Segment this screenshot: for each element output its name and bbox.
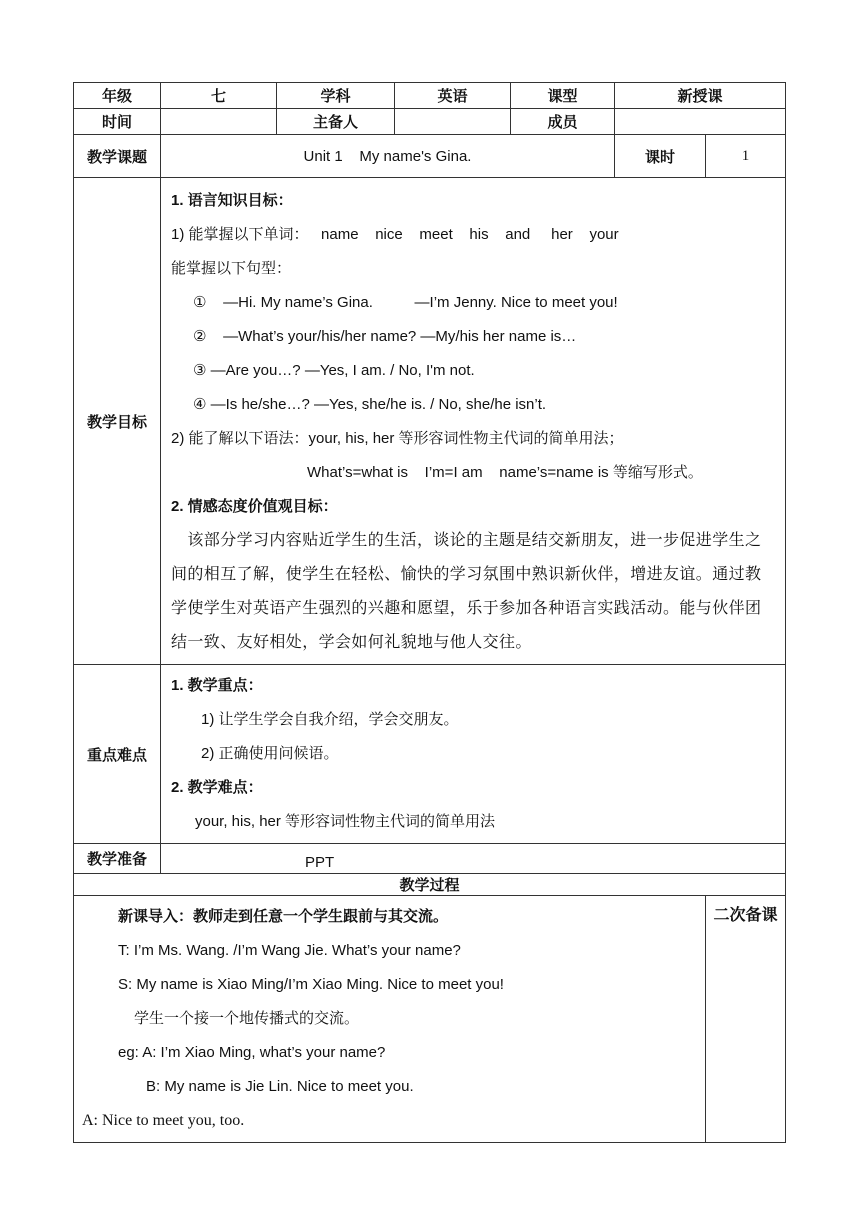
objectives-row xyxy=(74,178,786,665)
pattern-2: ② —What’s your/his/her name? —My/his her name is… xyxy=(193,328,577,345)
time-value xyxy=(161,109,277,135)
process-row xyxy=(74,896,786,1143)
objective-heading-2: 2. 情感态度价值观目标： xyxy=(171,498,338,515)
time-label: 时间 xyxy=(74,109,161,135)
objective-paragraph: 该部分学习内容贴近学生的生活，谈论的主题是结交新朋友，进一步促进学生之间的相互了解，使学生在轻松、愉快的学习氛围中熟识新伙伴，增进友谊。通过教学使学生对英语产生强烈的兴趣和愿望，乐于参加各种语言实践活动。能与伙伴团结一致、友好相处，学会如何礼貌地与他人交往。 xyxy=(171,532,762,651)
process-title-row xyxy=(74,874,786,896)
objective-words: 1) 能掌握以下单词： name nice meet his and her your xyxy=(171,226,619,243)
period-value: 1 xyxy=(706,135,786,178)
preparer-label: 主备人 xyxy=(277,109,395,135)
process-line-example-b: B: My name is Jie Lin. Nice to meet you. xyxy=(146,1078,414,1095)
grade-label: 年级 xyxy=(74,83,161,109)
key-point-1: 1) 让学生学会自我介绍，学会交朋友。 xyxy=(201,711,459,728)
objective-patterns-intro: 能掌握以下句型： xyxy=(171,260,292,277)
subject-value: 英语 xyxy=(395,83,511,109)
process-line-student: S: My name is Xiao Ming/I’m Xiao Ming. Nice to meet you! xyxy=(118,976,504,993)
preparation-label: 教学准备 xyxy=(74,844,161,874)
process-content xyxy=(74,896,706,1143)
subject-label: 学科 xyxy=(277,83,395,109)
topic-value: Unit 1 My name's Gina. xyxy=(161,135,615,178)
objective-grammar: 2) 能了解以下语法：your, his, her 等形容词性物主代词的简单用法； xyxy=(171,430,624,447)
key-points-label: 重点难点 xyxy=(74,665,161,844)
preparation-value: PPT xyxy=(161,844,786,874)
objective-heading-1: 1. 语言知识目标： xyxy=(171,192,293,209)
objectives-label: 教学目标 xyxy=(74,178,161,665)
process-intro-text: 新课导入：教师走到任意一个学生跟前与其交流。 xyxy=(118,908,449,925)
members-label: 成员 xyxy=(511,109,615,135)
header-row-1 xyxy=(74,83,786,109)
process-line-chain: 学生一个接一个地传播式的交流。 xyxy=(134,1010,360,1027)
key-heading-2: 2. 教学难点： xyxy=(171,779,263,796)
lesson-plan-table xyxy=(73,82,786,1143)
process-line-example-a: eg: A: I’m Xiao Ming, what’s your name? xyxy=(118,1044,386,1061)
pattern-1: ① —Hi. My name’s Gina. —I’m Jenny. Nice to meet you! xyxy=(193,294,618,311)
objectives-content xyxy=(161,178,786,665)
key-points-row xyxy=(74,665,786,844)
grade-value: 七 xyxy=(161,83,277,109)
process-line-example-a2: A: Nice to meet you, too. xyxy=(82,1112,245,1129)
topic-label: 教学课题 xyxy=(74,135,161,178)
pattern-4: ④ —Is he/she…? —Yes, she/he is. / No, she/he isn’t. xyxy=(193,396,547,413)
process-line-teacher: T: I’m Ms. Wang. /I’m Wang Jie. What’s your name? xyxy=(118,942,461,959)
pattern-3: ③ —Are you…? —Yes, I am. / No, I'm not. xyxy=(193,362,475,379)
key-point-2: 2) 正确使用问候语。 xyxy=(201,745,339,762)
period-label: 课时 xyxy=(615,135,706,178)
difficulty-1: your, his, her 等形容词性物主代词的简单用法 xyxy=(195,813,496,830)
preparation-row xyxy=(74,844,786,874)
members-value xyxy=(615,109,786,135)
topic-row xyxy=(74,135,786,178)
preparer-value xyxy=(395,109,511,135)
objective-contractions: What’s=what is I’m=I am name’s=name is 等缩写形式。 xyxy=(307,464,703,481)
process-intro xyxy=(82,900,695,934)
header-row-2 xyxy=(74,109,786,135)
second-prep-label: 二次备课 xyxy=(706,896,786,1143)
process-title: 教学过程 xyxy=(74,874,786,896)
type-value: 新授课 xyxy=(615,83,786,109)
key-heading-1: 1. 教学重点： xyxy=(171,677,263,694)
type-label: 课型 xyxy=(511,83,615,109)
key-points-content xyxy=(161,665,786,844)
